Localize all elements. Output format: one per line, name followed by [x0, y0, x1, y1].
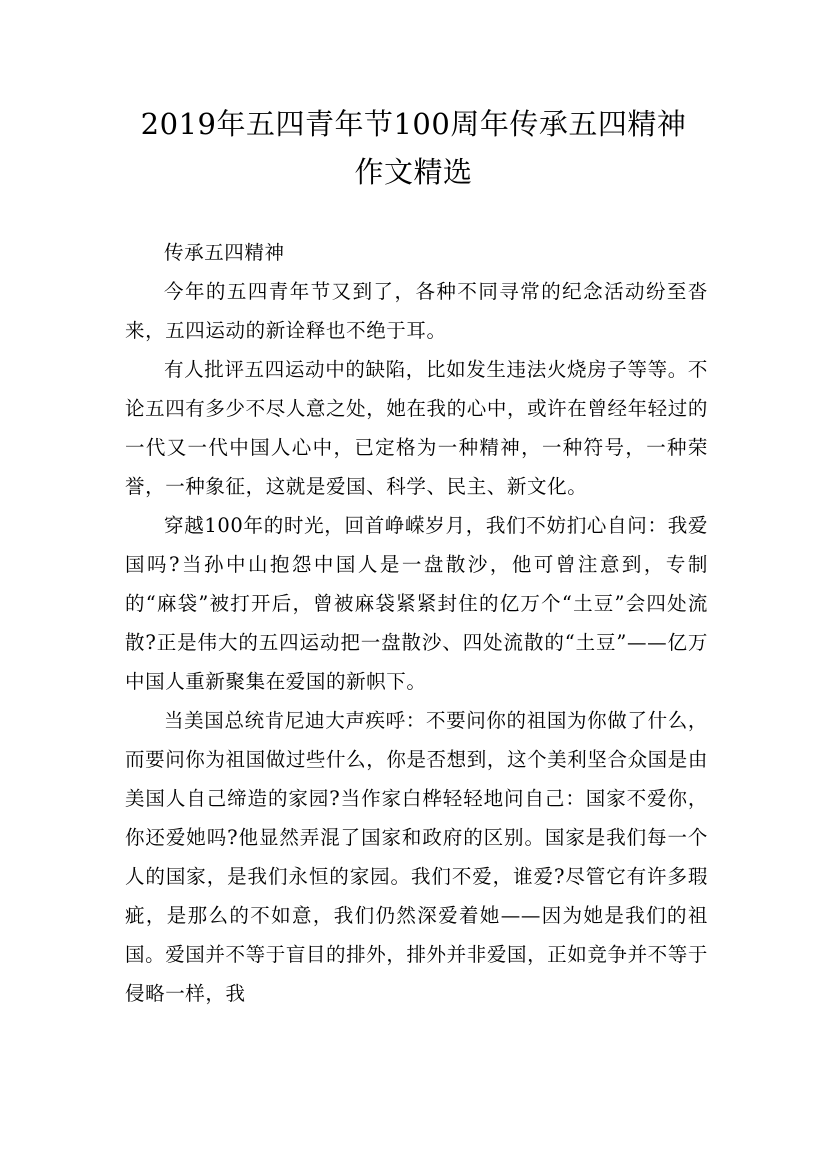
paragraph-4: 当美国总统肯尼迪大声疾呼：不要问你的祖国为你做了什么，而要问你为祖国做过些什么，你是否想到，这个美利坚合众国是由美国人自己缔造的家园?当作家白桦轻轻地问自己：国家不爱你，你还爱她吗?他显然弄混了国家和政府的区别。国家是我们每一个人的国家，是我们永恒的家园。我们不爱，谁爱?尽管它有许多瑕疵，是那么的不如意，我们仍然深爱着她——因为她是我们的祖国。爱国并不等于盲目的排外，排外并非爱国，正如竞争并不等于侵略一样，我 [125, 709, 708, 1005]
document-body [125, 233, 708, 1013]
paragraph-3: 穿越100年的时光，回首峥嵘岁月，我们不妨扪心自问：我爱国吗?当孙中山抱怨中国人是一盘散沙，他可曾注意到，专制的“麻袋”被打开后，曾被麻袋紧紧封住的亿万个“土豆”会四处流散?正是伟大的五四运动把一盘散沙、四处流散的“土豆”——亿万中国人重新聚集在爱国的新帜下。 [125, 514, 708, 693]
document-title-line-2: 作文精选 [354, 155, 473, 189]
document-title [100, 100, 727, 196]
paragraph-1: 今年的五四青年节又到了，各种不同寻常的纪念活动纷至沓来，五四运动的新诠释也不绝于耳。 [125, 280, 708, 342]
section-subtitle: 传承五四精神 [164, 241, 285, 264]
document-title-line-1: 2019年五四青年节100周年传承五四精神 [140, 107, 687, 141]
paragraph-2: 有人批评五四运动中的缺陷，比如发生违法火烧房子等等。不论五四有多少不尽人意之处，她在我的心中，或许在曾经年轻过的一代又一代中国人心中，已定格为一种精神，一种符号，一种荣誉，一种象征，这就是爱国、科学、民主、新文化。 [125, 358, 708, 498]
